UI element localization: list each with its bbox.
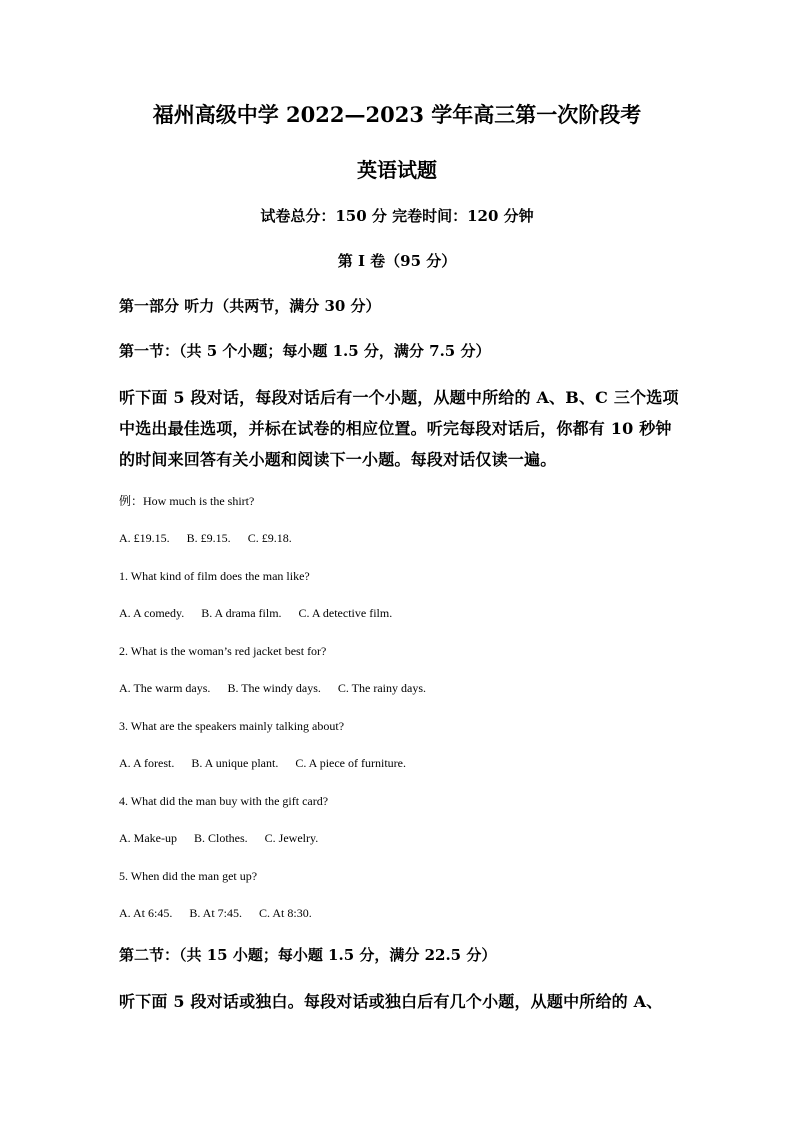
section2-heading: 第二节：（共 15 小题；每小题 1.5 分，满分 22.5 分） <box>119 946 497 964</box>
question-3: 3. What are the speakers mainly talking about? <box>119 719 345 733</box>
option-c: C. Jewelry. <box>264 831 319 845</box>
question-2-options <box>119 681 426 696</box>
question-5-options <box>119 906 312 921</box>
exam-subtitle: 英语试题 <box>357 158 437 182</box>
option-c: C. A piece of furniture. <box>295 756 406 770</box>
option-a: A. At 6:45. <box>119 906 173 920</box>
option-a: A. The warm days. <box>119 681 211 695</box>
question-4: 4. What did the man buy with the gift card? <box>119 794 329 808</box>
question-5: 5. When did the man get up? <box>119 869 258 883</box>
volume-heading: 第 I 卷（95 分） <box>337 252 457 270</box>
option-c: C. The rainy days. <box>337 681 426 695</box>
option-b: B. At 7:45. <box>189 906 243 920</box>
option-b: B. The windy days. <box>227 681 321 695</box>
example-options <box>119 531 292 546</box>
question-3-options <box>119 756 406 771</box>
option-b: B. A unique plant. <box>191 756 279 770</box>
section1-heading: 第一节：（共 5 个小题；每小题 1.5 分，满分 7.5 分） <box>119 342 491 360</box>
option-b: B. £9.15. <box>186 531 231 545</box>
section1-instruction-line: 听下面 5 段对话，每段对话后有一个小题，从题中所给的 A、B、C 三个选项 <box>119 388 679 407</box>
section2-instruction-line: 听下面 5 段对话或独白。每段对话或独白后有几个小题，从题中所给的 A、 <box>119 992 663 1011</box>
option-c: C. £9.18. <box>247 531 292 545</box>
question-1-options <box>119 606 392 621</box>
question-2: 2. What is the woman’s red jacket best for? <box>119 644 327 658</box>
section1-instruction-line: 的时间来回答有关小题和阅读下一小题。每段对话仅读一遍。 <box>119 450 557 469</box>
question-4-options <box>119 831 318 846</box>
part1-heading: 第一部分 听力（共两节，满分 30 分） <box>119 297 381 315</box>
option-b: B. A drama film. <box>201 606 282 620</box>
section1-instruction-line: 中选出最佳选项，并标在试卷的相应位置。听完每段对话后，你都有 10 秒钟 <box>119 419 672 438</box>
option-a: A. A forest. <box>119 756 175 770</box>
option-c: C. A detective film. <box>298 606 393 620</box>
option-c: C. At 8:30. <box>259 906 312 920</box>
question-1: 1. What kind of film does the man like? <box>119 569 310 583</box>
option-a: A. £19.15. <box>119 531 170 545</box>
option-a: A. Make-up <box>119 831 177 845</box>
example-question: 例：How much is the shirt? <box>119 494 255 508</box>
exam-title: 福州高级中学 2022—2023 学年高三第一次阶段考 <box>152 102 642 127</box>
exam-meta: 试卷总分：150 分 完卷时间：120 分钟 <box>260 207 534 225</box>
option-b: B. Clothes. <box>193 831 248 845</box>
option-a: A. A comedy. <box>119 606 185 620</box>
